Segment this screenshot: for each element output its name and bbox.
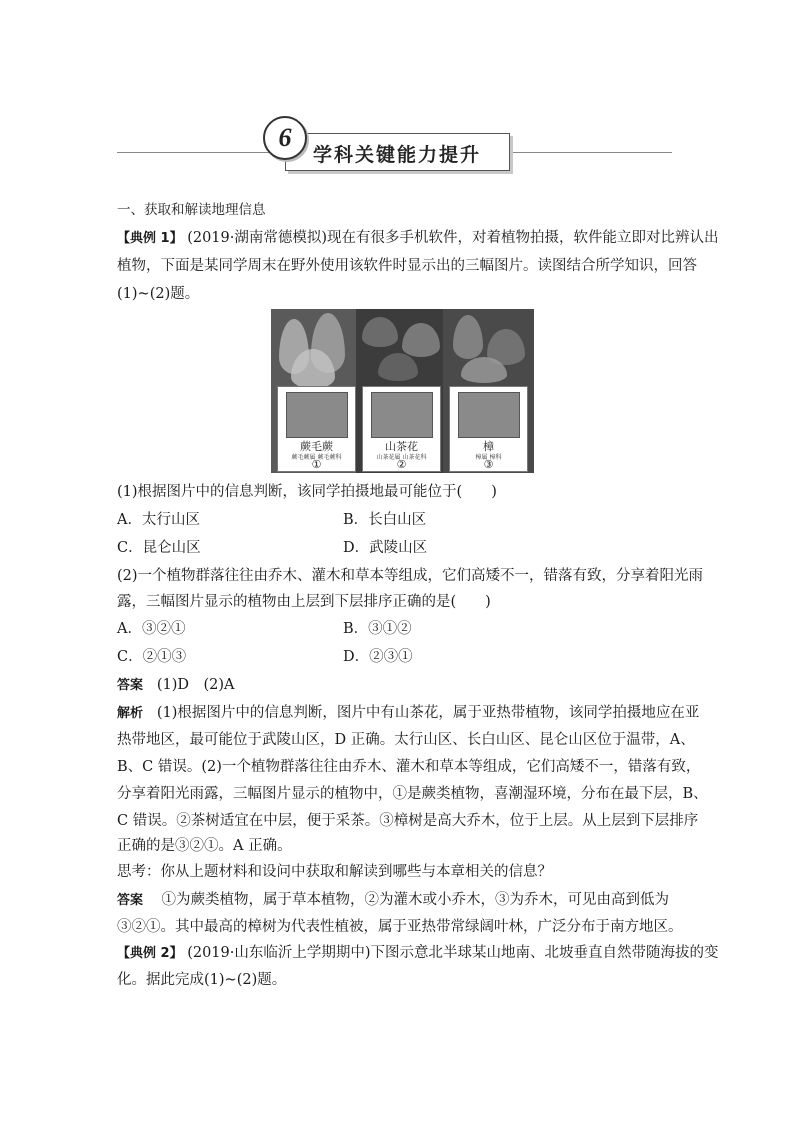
plant-taxon-3: 樟属 樟科: [475, 454, 502, 461]
plant-thumb-3: [458, 392, 520, 438]
q2-option-a: A．③②①: [117, 621, 186, 637]
section-heading: 一、获取和解读地理信息: [117, 202, 266, 218]
plant-name-1: 蕨毛蕨: [300, 440, 333, 453]
example1-line-2: 植物，下面是某同学周末在野外使用该软件时显示出的三幅图片。读图结合所学知识，回答: [117, 258, 697, 274]
thinking-answer-line-1: 答案 ①为蕨类植物，属于草本植物，②为灌木或小乔木，③为乔木，可见由高到低为: [117, 892, 669, 908]
analysis-line-6: 正确的是③②①。A 正确。: [117, 838, 292, 854]
example1-line-1: 【典例 1】 (2019·湖南常德模拟)现在有很多手机软件，对着植物拍摄，软件能立即对比辨认出: [117, 230, 719, 246]
plant-card-1: [277, 386, 356, 472]
plant-name-2: 山茶花: [385, 440, 418, 453]
example2-tag: 【典例 2】: [117, 946, 183, 961]
plant-taxon-2: 山茶花属 山茶花科: [376, 454, 427, 461]
q2-option-b: B．③①②: [343, 621, 412, 637]
q1-option-a: A．太行山区: [117, 512, 200, 528]
example1-line-3: (1)~(2)题。: [117, 286, 200, 302]
example1-tag: 【典例 1】: [117, 231, 183, 246]
analysis-line-3: B、C 错误。(2)一个植物群落往往由乔木、灌木和草本等组成，它们高矮不一，错落有致，: [117, 759, 701, 775]
analysis-line-5: C 错误。②茶树适宜在中层，便于采茶。③樟树是高大乔木，位于上层。从上层到下层排序: [117, 813, 699, 829]
question2-stem-1: (2)一个植物群落往往由乔木、灌木和草本等组成，它们高矮不一，错落有致，分享着阳光雨: [117, 568, 704, 584]
plant-number-2: ②: [396, 458, 407, 471]
plant-thumb-1: [286, 392, 348, 438]
thinking-answer-line-2: ③②①。其中最高的樟树为代表性植被，属于亚热带常绿阔叶林，广泛分布于南方地区。: [117, 919, 683, 935]
question1-stem: (1)根据图片中的信息判断，该同学拍摄地最可能位于( ): [117, 484, 497, 500]
page-title: 学科关键能力提升: [313, 144, 482, 166]
analysis-line-2: 热带地区，最可能位于武陵山区，D 正确。太行山区、长白山区、昆仑山区位于温带，A、: [117, 732, 695, 748]
header-rule-right: [512, 152, 672, 153]
answer-label: 答案: [117, 678, 144, 693]
plant-figure-1: [271, 309, 362, 473]
question2-stem-2: 露，三幅图片显示的植物由上层到下层排序正确的是( ): [117, 594, 491, 610]
analysis-label: 解析: [117, 706, 144, 721]
answer-text: (1)D (2)A: [156, 677, 235, 693]
q1-option-b: B．长白山区: [343, 512, 427, 528]
thinking-prompt: 思考：你从上题材料和设问中获取和解读到哪些与本章相关的信息？: [117, 864, 552, 880]
analysis-line-4: 分享着阳光雨露，三幅图片显示的植物中，①是蕨类植物，喜潮湿环境，分布在最下层，B、: [117, 786, 708, 802]
thinking-answer-label: 答案: [117, 893, 144, 908]
plant-card-3: [449, 386, 528, 472]
example2-line-1: 【典例 2】 (2019·山东临沂上学期期中)下图示意北半球某山地南、北坡垂直自然带随海拔的变: [117, 945, 719, 961]
chapter-badge: 6: [263, 116, 307, 160]
plant-figure-3: [443, 309, 534, 473]
plant-thumb-2: [371, 392, 433, 438]
q2-option-c: C．②①③: [117, 649, 187, 665]
plant-figure-2: [356, 309, 447, 473]
plant-card-2: [362, 386, 441, 472]
q1-option-c: C．昆仑山区: [117, 540, 201, 556]
answer-line: [117, 675, 235, 696]
plant-number-1: ①: [311, 458, 322, 471]
plant-taxon-1: 蕨毛蕨属 蕨毛蕨科: [291, 454, 342, 461]
q2-option-d: D．②③①: [343, 649, 413, 665]
q1-option-d: D．武陵山区: [343, 540, 428, 556]
plant-name-3: 樟: [483, 440, 494, 453]
plant-number-3: ③: [483, 458, 494, 471]
analysis-line-1: 解析 (1)根据图片中的信息判断，图片中有山茶花，属于亚热带植物，该同学拍摄地应在亚: [117, 705, 700, 721]
example2-line-2: 化。据此完成(1)~(2)题。: [117, 972, 287, 988]
header-rule-left: [117, 152, 269, 153]
